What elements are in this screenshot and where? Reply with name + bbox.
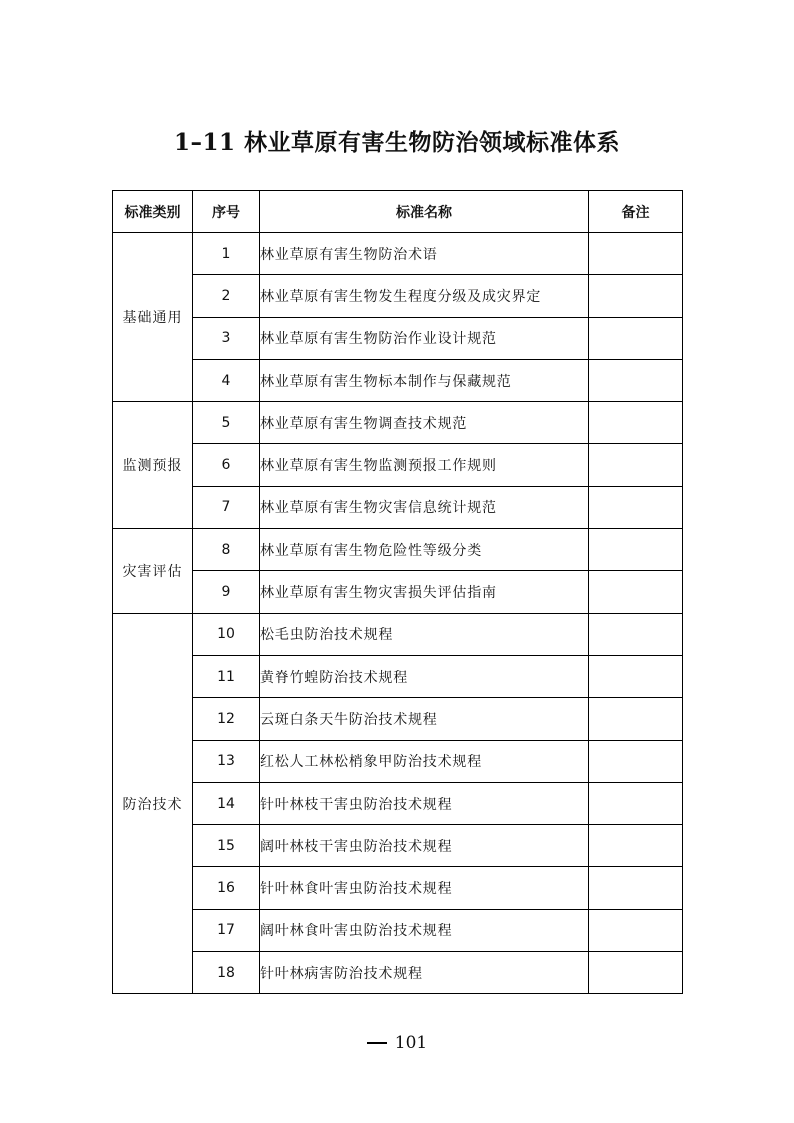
table-row xyxy=(113,402,683,444)
header-category: 标准类别 xyxy=(113,191,193,233)
note-cell xyxy=(589,867,683,909)
standard-name-cell: 针叶林食叶害虫防治技术规程 xyxy=(260,867,589,909)
standard-name-cell: 林业草原有害生物危险性等级分类 xyxy=(260,529,589,571)
seq-cell: 14 xyxy=(193,782,260,824)
table-row xyxy=(113,486,683,528)
table-header-row xyxy=(113,191,683,233)
note-cell xyxy=(589,529,683,571)
standard-name-cell: 林业草原有害生物灾害信息统计规范 xyxy=(260,486,589,528)
category-cell: 灾害评估 xyxy=(113,529,193,614)
table-row xyxy=(113,655,683,697)
seq-cell: 11 xyxy=(193,655,260,697)
table-row xyxy=(113,233,683,275)
seq-cell: 13 xyxy=(193,740,260,782)
table-row xyxy=(113,782,683,824)
seq-cell: 6 xyxy=(193,444,260,486)
table-row xyxy=(113,571,683,613)
note-cell xyxy=(589,655,683,697)
table-row xyxy=(113,740,683,782)
seq-cell: 7 xyxy=(193,486,260,528)
seq-cell: 12 xyxy=(193,698,260,740)
note-cell xyxy=(589,613,683,655)
standard-name-cell: 云斑白条天牛防治技术规程 xyxy=(260,698,589,740)
seq-cell: 2 xyxy=(193,275,260,317)
note-cell xyxy=(589,782,683,824)
table-body xyxy=(113,233,683,994)
page-title: 1–11 林业草原有害生物防治领域标准体系 xyxy=(173,129,621,156)
standard-name-cell: 林业草原有害生物调查技术规范 xyxy=(260,402,589,444)
note-cell xyxy=(589,698,683,740)
standards-table xyxy=(112,190,683,994)
note-cell xyxy=(589,740,683,782)
table-row xyxy=(113,275,683,317)
standard-name-cell: 红松人工林松梢象甲防治技术规程 xyxy=(260,740,589,782)
note-cell xyxy=(589,402,683,444)
table-row xyxy=(113,825,683,867)
seq-cell: 18 xyxy=(193,952,260,994)
standard-name-cell: 林业草原有害生物防治术语 xyxy=(260,233,589,275)
standard-name-cell: 林业草原有害生物防治作业设计规范 xyxy=(260,317,589,359)
note-cell xyxy=(589,909,683,951)
standard-name-cell: 林业草原有害生物监测预报工作规则 xyxy=(260,444,589,486)
header-name: 标准名称 xyxy=(260,191,589,233)
note-cell xyxy=(589,952,683,994)
standard-name-cell: 松毛虫防治技术规程 xyxy=(260,613,589,655)
note-cell xyxy=(589,571,683,613)
seq-cell: 1 xyxy=(193,233,260,275)
standard-name-cell: 林业草原有害生物发生程度分级及成灾界定 xyxy=(260,275,589,317)
note-cell xyxy=(589,444,683,486)
note-cell xyxy=(589,486,683,528)
category-cell: 监测预报 xyxy=(113,402,193,529)
category-cell: 防治技术 xyxy=(113,613,193,994)
note-cell xyxy=(589,825,683,867)
seq-cell: 15 xyxy=(193,825,260,867)
standard-name-cell: 针叶林病害防治技术规程 xyxy=(260,952,589,994)
seq-cell: 5 xyxy=(193,402,260,444)
seq-cell: 3 xyxy=(193,317,260,359)
page-footer xyxy=(0,1033,794,1053)
note-cell xyxy=(589,359,683,401)
seq-cell: 4 xyxy=(193,359,260,401)
header-note: 备注 xyxy=(589,191,683,233)
seq-cell: 9 xyxy=(193,571,260,613)
table-row xyxy=(113,613,683,655)
standard-name-cell: 阔叶林食叶害虫防治技术规程 xyxy=(260,909,589,951)
table-row xyxy=(113,867,683,909)
table-row xyxy=(113,317,683,359)
standard-name-cell: 阔叶林枝干害虫防治技术规程 xyxy=(260,825,589,867)
standard-name-cell: 林业草原有害生物标本制作与保藏规范 xyxy=(260,359,589,401)
page-number: 101 xyxy=(394,1033,428,1053)
seq-cell: 10 xyxy=(193,613,260,655)
standard-name-cell: 林业草原有害生物灾害损失评估指南 xyxy=(260,571,589,613)
category-cell: 基础通用 xyxy=(113,233,193,402)
table-row xyxy=(113,952,683,994)
seq-cell: 16 xyxy=(193,867,260,909)
page-number-dash xyxy=(367,1042,387,1044)
note-cell xyxy=(589,233,683,275)
seq-cell: 8 xyxy=(193,529,260,571)
header-seq: 序号 xyxy=(193,191,260,233)
table-row xyxy=(113,909,683,951)
note-cell xyxy=(589,317,683,359)
seq-cell: 17 xyxy=(193,909,260,951)
standard-name-cell: 黄脊竹蝗防治技术规程 xyxy=(260,655,589,697)
table-row xyxy=(113,444,683,486)
table-row xyxy=(113,529,683,571)
note-cell xyxy=(589,275,683,317)
table-row xyxy=(113,698,683,740)
standard-name-cell: 针叶林枝干害虫防治技术规程 xyxy=(260,782,589,824)
table-row xyxy=(113,359,683,401)
